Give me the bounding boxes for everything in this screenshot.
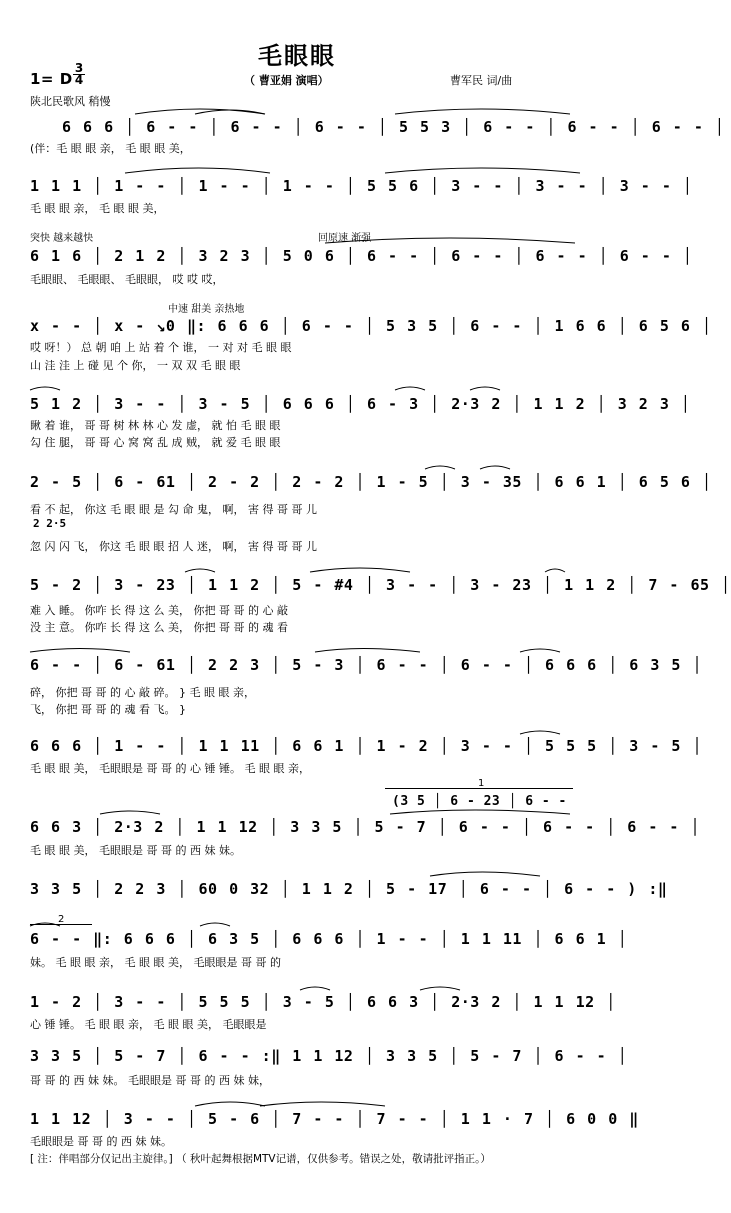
- lyric-line-10: 毛 眼 眼 美， 毛眼眼是 哥 哥 的 西 妹 妹。: [30, 844, 241, 857]
- lyric-line-14: 哥 哥 的 西 妹 妹。 毛眼眼是 哥 哥 的 西 妹 妹，: [30, 1074, 270, 1087]
- time-signature-bottom: 4: [74, 73, 84, 87]
- score-line-5: 5 1 2 │ 3 - - │ 3 - 5 │ 6 6 6 │ 6 - 3 │ 2·3 2 │ 1 1 2 │ 3 2 3 │: [30, 395, 691, 413]
- style-note: 陕北民歌风 稍慢: [30, 95, 111, 108]
- lyric-line-9: 毛 眼 眼 美， 毛眼眼是 哥 哥 的 心 锤 锤。 毛 眼 眼 亲，: [30, 762, 310, 775]
- footer-note: [ 注：伴唱部分仅记出主旋律。] （ 秋叶起舞根据MTV记谱，仅供参考。错误之处，敬请批评指正。）: [30, 1153, 491, 1165]
- lyric-line-5b: 勾 住 腿， 哥 哥 心 窝 窝 乱 成 贼， 就 爱 毛 眼 眼: [30, 436, 281, 449]
- tempo-annotation: 中速 甜美 亲热地: [168, 304, 245, 315]
- lyric-line-4b: 山 洼 洼 上 碰 见 个 你， 一 双 双 毛 眼 眼: [30, 359, 241, 372]
- score-line-13: 1 - 2 │ 3 - - │ 5 5 5 │ 3 - 5 │ 6 6 3 │ 2·3 2 │ 1 1 12 │: [30, 993, 616, 1011]
- score-line-9: 6 6 6 │ 1 - - │ 1 1 11 │ 6 6 1 │ 1 - 2 │ 3 - - │ 5 5 5 │ 3 - 5 │: [30, 737, 702, 755]
- performer: （ 曹亚娟 演唱）: [244, 74, 329, 87]
- tempo-annotation: 突快 越来越快: [30, 233, 94, 244]
- lyric-line-7a: 难 入 睡。 你咋 长 得 这 么 美， 你把 哥 哥 的 心 敲: [30, 604, 288, 617]
- lyric-line-1: (伴：毛 眼 眼 亲， 毛 眼 眼 美，: [30, 142, 191, 155]
- score-line-4: x - - │ x - ↘0 ‖: 6 6 6 │ 6 - - │ 5 3 5 │ 6 - - │ 1 6 6 │ 6 5 6 │: [30, 317, 712, 335]
- alt-melody-annotation: 2 2·5: [33, 517, 67, 530]
- volta-number-2: 2: [58, 914, 65, 925]
- score-line-7: 5 - 2 │ 3 - 23 │ 1 1 2 │ 5 - #4 │ 3 - - │ 3 - 23 │ 1 1 2 │ 7 - 65 │: [30, 576, 731, 594]
- lyric-line-15: 毛眼眼是 哥 哥 的 西 妹 妹。: [30, 1135, 172, 1148]
- lyric-line-4a: 哎 呀！） 总 朝 咱 上 站 着 个 谁， 一 对 对 毛 眼 眼: [30, 341, 292, 354]
- lyric-line-5a: 瞅 着 谁， 哥 哥 树 林 林 心 发 虚， 就 怕 毛 眼 眼: [30, 419, 281, 432]
- lyric-line-8a: 碎， 你把 哥 哥 的 心 敲 碎。 } 毛 眼 眼 亲，: [30, 686, 255, 699]
- score-line-2: 1 1 1 │ 1 - - │ 1 - - │ 1 - - │ 5 5 6 │ 3 - - │ 3 - - │ 3 - - │: [30, 177, 693, 195]
- lyric-line-3: 毛眼眼、 毛眼眼、 毛眼眼， 哎 哎 哎，: [30, 273, 224, 286]
- score-line-8: 6 - - │ 6 - 61 │ 2 2 3 │ 5 - 3 │ 6 - - │ 6 - - │ 6 6 6 │ 6 3 5 │: [30, 656, 702, 674]
- accompaniment-phrase: (3 5 │ 6 - 23 │ 6 - -: [392, 794, 567, 809]
- lyric-line-8b: 飞， 你把 哥 哥 的 魂 看 飞。 }: [30, 703, 186, 716]
- lyric-line-6a: 看 不 起， 你这 毛 眼 眼 是 勾 命 鬼， 啊， 害 得 哥 哥 儿: [30, 503, 317, 516]
- tempo-annotation: 回原速 渐强: [318, 233, 372, 244]
- lyric-line-2: 毛 眼 眼 亲， 毛 眼 眼 美，: [30, 202, 165, 215]
- lyric-line-12: 妹。 毛 眼 眼 亲， 毛 眼 眼 美， 毛眼眼是 哥 哥 的: [30, 956, 281, 969]
- score-line-15: 1 1 12 │ 3 - - │ 5 - 6 │ 7 - - │ 7 - - │ 1 1 · 7 │ 6 0 0 ‖: [30, 1110, 639, 1128]
- score-line-11: 3 3 5 │ 2 2 3 │ 60 0 32 │ 1 1 2 │ 5 - 17 │ 6 - - │ 6 - - ) :‖: [30, 880, 668, 898]
- score-line-14: 3 3 5 │ 5 - 7 │ 6 - - :‖ 1 1 12 │ 3 3 5 │ 5 - 7 │ 6 - - │: [30, 1047, 628, 1065]
- score-line-12: 6 - - ‖: 6 6 6 │ 6 3 5 │ 6 6 6 │ 1 - - │ 1 1 11 │ 6 6 1 │: [30, 930, 628, 948]
- lyric-line-7b: 没 主 意。 你咋 长 得 这 么 美， 你把 哥 哥 的 魂 看: [30, 621, 288, 634]
- volta-number-1: 1: [478, 778, 485, 789]
- score-line-6: 2 - 5 │ 6 - 61 │ 2 - 2 │ 2 - 2 │ 1 - 5 │ 3 - 35 │ 6 6 1 │ 6 5 6 │: [30, 473, 712, 491]
- time-signature-top: 3: [74, 61, 84, 75]
- credits: 曹军民 词/曲: [450, 74, 513, 87]
- lyric-line-13: 心 锤 锤。 毛 眼 眼 亲， 毛 眼 眼 美， 毛眼眼是: [30, 1018, 267, 1031]
- key-signature: 1= D: [30, 70, 73, 88]
- page-title: 毛眼眼: [258, 42, 336, 70]
- score-line-10: 6 6 3 │ 2·3 2 │ 1 1 12 │ 3 3 5 │ 5 - 7 │ 6 - - │ 6 - - │ 6 - - │: [30, 818, 700, 836]
- score-line-3: 6 1 6 │ 2 1 2 │ 3 2 3 │ 5 0 6 │ 6 - - │ 6 - - │ 6 - - │ 6 - - │: [30, 247, 693, 265]
- score-line-1: 6 6 6 │ 6 - - │ 6 - - │ 6 - - │ 5 5 3 │ 6 - - │ 6 - - │ 6 - - │: [62, 118, 725, 136]
- lyric-line-6b: 忽 闪 闪 飞， 你这 毛 眼 眼 招 人 迷， 啊， 害 得 哥 哥 儿: [30, 540, 317, 553]
